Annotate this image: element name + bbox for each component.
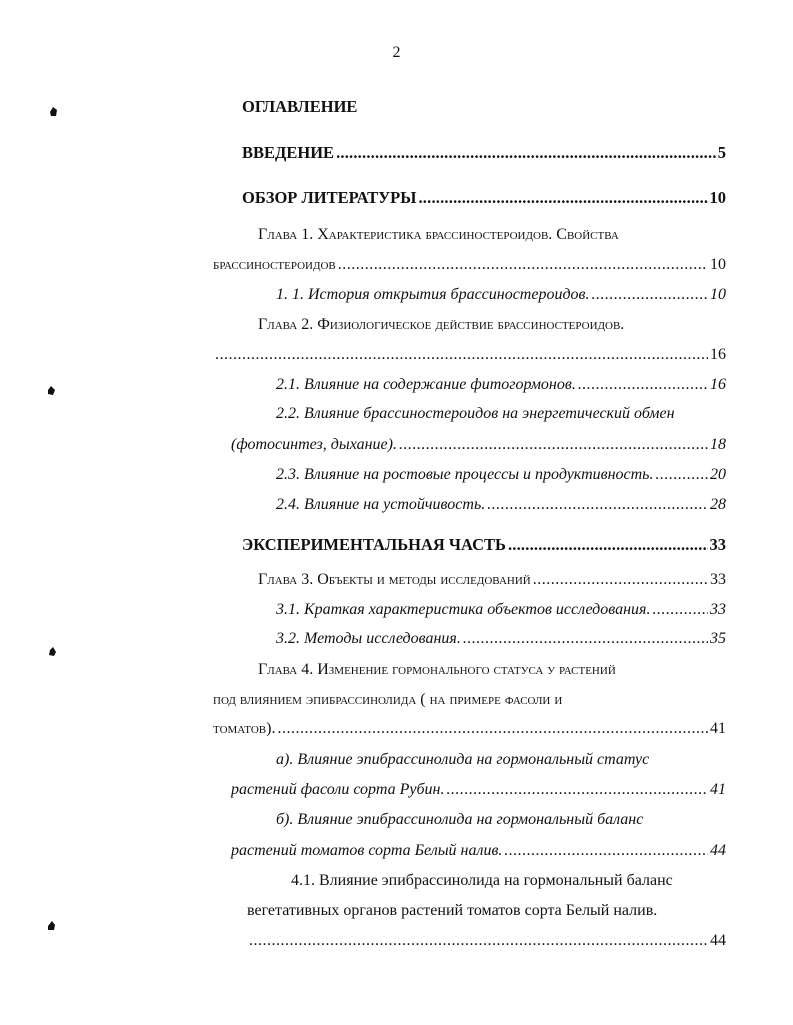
toc-section-4-1-line1[interactable]: 4.1. Влияние эпибрассинолида на гормональный баланс bbox=[291, 872, 673, 889]
toc-page-number: 33 bbox=[710, 601, 726, 618]
toc-entry-review[interactable] bbox=[242, 188, 726, 208]
toc-section-a-line2[interactable] bbox=[231, 781, 726, 799]
toc-page-number: 41 bbox=[710, 781, 726, 798]
dot-leader bbox=[508, 535, 708, 555]
toc-chapter4-line2[interactable]: под влиянием эпибрассинолида ( на примере фасоли и bbox=[213, 691, 563, 708]
toc-chapter2-line1[interactable]: Глава 2. Физиологическое действие брассиностероидов. bbox=[258, 316, 625, 333]
toc-page-number: 16 bbox=[710, 376, 726, 393]
toc-section-2-3[interactable] bbox=[276, 466, 726, 484]
toc-page-number: 10 bbox=[709, 188, 726, 207]
toc-page-number: 33 bbox=[710, 571, 726, 588]
toc-entry-text: ВВЕДЕНИЕ bbox=[242, 143, 335, 162]
toc-entry-text: Глава 3. Объекты и методы исследований bbox=[258, 571, 531, 588]
toc-chapter3[interactable] bbox=[258, 571, 726, 589]
toc-entry-text: брассиностероидов bbox=[213, 256, 336, 273]
toc-page-number: 33 bbox=[709, 535, 726, 554]
toc-entry-text: 3.1. Краткая характеристика объектов исследования. bbox=[276, 601, 651, 618]
toc-page-number: 28 bbox=[710, 496, 726, 513]
toc-section-4-1-line3[interactable] bbox=[247, 932, 726, 950]
dot-leader bbox=[578, 376, 708, 394]
toc-entry-text: 2.3. Влияние на ростовые процессы и продуктивность. bbox=[276, 466, 654, 483]
dot-leader bbox=[338, 256, 708, 274]
toc-chapter4-line3[interactable] bbox=[213, 720, 726, 738]
dot-leader bbox=[249, 932, 708, 950]
dot-leader bbox=[463, 630, 708, 648]
punch-hole-mark bbox=[47, 386, 56, 396]
toc-chapter4-line1[interactable]: Глава 4. Изменение гормонального статуса у растений bbox=[258, 661, 616, 678]
dot-leader bbox=[336, 143, 716, 163]
toc-entry-text: ЭКСПЕРИМЕНТАЛЬНАЯ ЧАСТЬ bbox=[242, 535, 506, 554]
toc-section-4-1-line2[interactable]: вегетативных органов растений томатов сорта Белый налив. bbox=[247, 902, 658, 919]
dot-leader bbox=[504, 842, 708, 860]
toc-entry-text: ОБЗОР ЛИТЕРАТУРЫ bbox=[242, 188, 417, 207]
toc-entry-text: томатов). bbox=[213, 720, 276, 737]
toc-entry-text: (фотосинтез, дыхание). bbox=[231, 436, 397, 453]
toc-page-number: 44 bbox=[710, 842, 726, 859]
toc-section-1-1[interactable] bbox=[276, 286, 726, 304]
toc-page-number: 35 bbox=[710, 630, 726, 647]
toc-section-2-2-line1[interactable]: 2.2. Влияние брассиностероидов на энергетический обмен bbox=[276, 405, 675, 422]
dot-leader bbox=[652, 601, 708, 619]
toc-page-number: 18 bbox=[710, 436, 726, 453]
toc-section-3-1[interactable] bbox=[276, 601, 726, 619]
punch-hole-mark bbox=[48, 647, 57, 657]
toc-section-2-2-line2[interactable] bbox=[231, 436, 726, 454]
toc-chapter2-line2[interactable] bbox=[213, 346, 726, 364]
toc-entry-text: 2.4. Влияние на устойчивость. bbox=[276, 496, 486, 513]
toc-entry-text: 2.1. Влияние на содержание фитогормонов. bbox=[276, 376, 576, 393]
toc-chapter1-line1[interactable]: Глава 1. Характеристика брассиностероидов. Свойства bbox=[258, 226, 619, 243]
toc-entry-experimental[interactable] bbox=[242, 535, 726, 555]
toc-entry-text: 3.2. Методы исследования. bbox=[276, 630, 461, 647]
toc-page-number: 44 bbox=[710, 932, 726, 949]
dot-leader bbox=[592, 286, 709, 304]
punch-hole-mark bbox=[47, 921, 56, 931]
toc-entry-text: растений фасоли сорта Рубин. bbox=[231, 781, 445, 798]
toc-page-number: 16 bbox=[710, 346, 726, 363]
dot-leader bbox=[277, 720, 708, 738]
toc-entry-text: 1. 1. История открытия брассиностероидов. bbox=[276, 286, 590, 303]
page-number: 2 bbox=[392, 44, 401, 61]
dot-leader bbox=[655, 466, 708, 484]
toc-section-2-1[interactable] bbox=[276, 376, 726, 394]
toc-entry-text: растений томатов сорта Белый налив. bbox=[231, 842, 503, 859]
toc-section-3-2[interactable] bbox=[276, 630, 726, 648]
dot-leader bbox=[533, 571, 708, 589]
toc-page-number: 20 bbox=[710, 466, 726, 483]
dot-leader bbox=[446, 781, 708, 799]
dot-leader bbox=[418, 188, 707, 208]
toc-section-b-line2[interactable] bbox=[231, 842, 726, 860]
dot-leader bbox=[399, 436, 708, 454]
toc-page-number: 41 bbox=[710, 720, 726, 737]
toc-page-number: 10 bbox=[710, 286, 726, 303]
toc-entry-intro[interactable] bbox=[242, 143, 726, 163]
toc-page-number: 5 bbox=[717, 143, 726, 162]
toc-chapter1-line2[interactable] bbox=[213, 256, 726, 274]
toc-section-a-line1[interactable]: а). Влияние эпибрассинолида на гормональный статус bbox=[276, 751, 650, 768]
toc-page-number: 10 bbox=[710, 256, 726, 273]
dot-leader bbox=[487, 496, 708, 514]
punch-hole-mark bbox=[49, 107, 58, 117]
toc-section-b-line1[interactable]: б). Влияние эпибрассинолида на гормональный баланс bbox=[276, 811, 644, 828]
toc-title: ОГЛАВЛЕНИЕ bbox=[242, 97, 358, 116]
toc-section-2-4[interactable] bbox=[276, 496, 726, 514]
dot-leader bbox=[215, 346, 708, 364]
